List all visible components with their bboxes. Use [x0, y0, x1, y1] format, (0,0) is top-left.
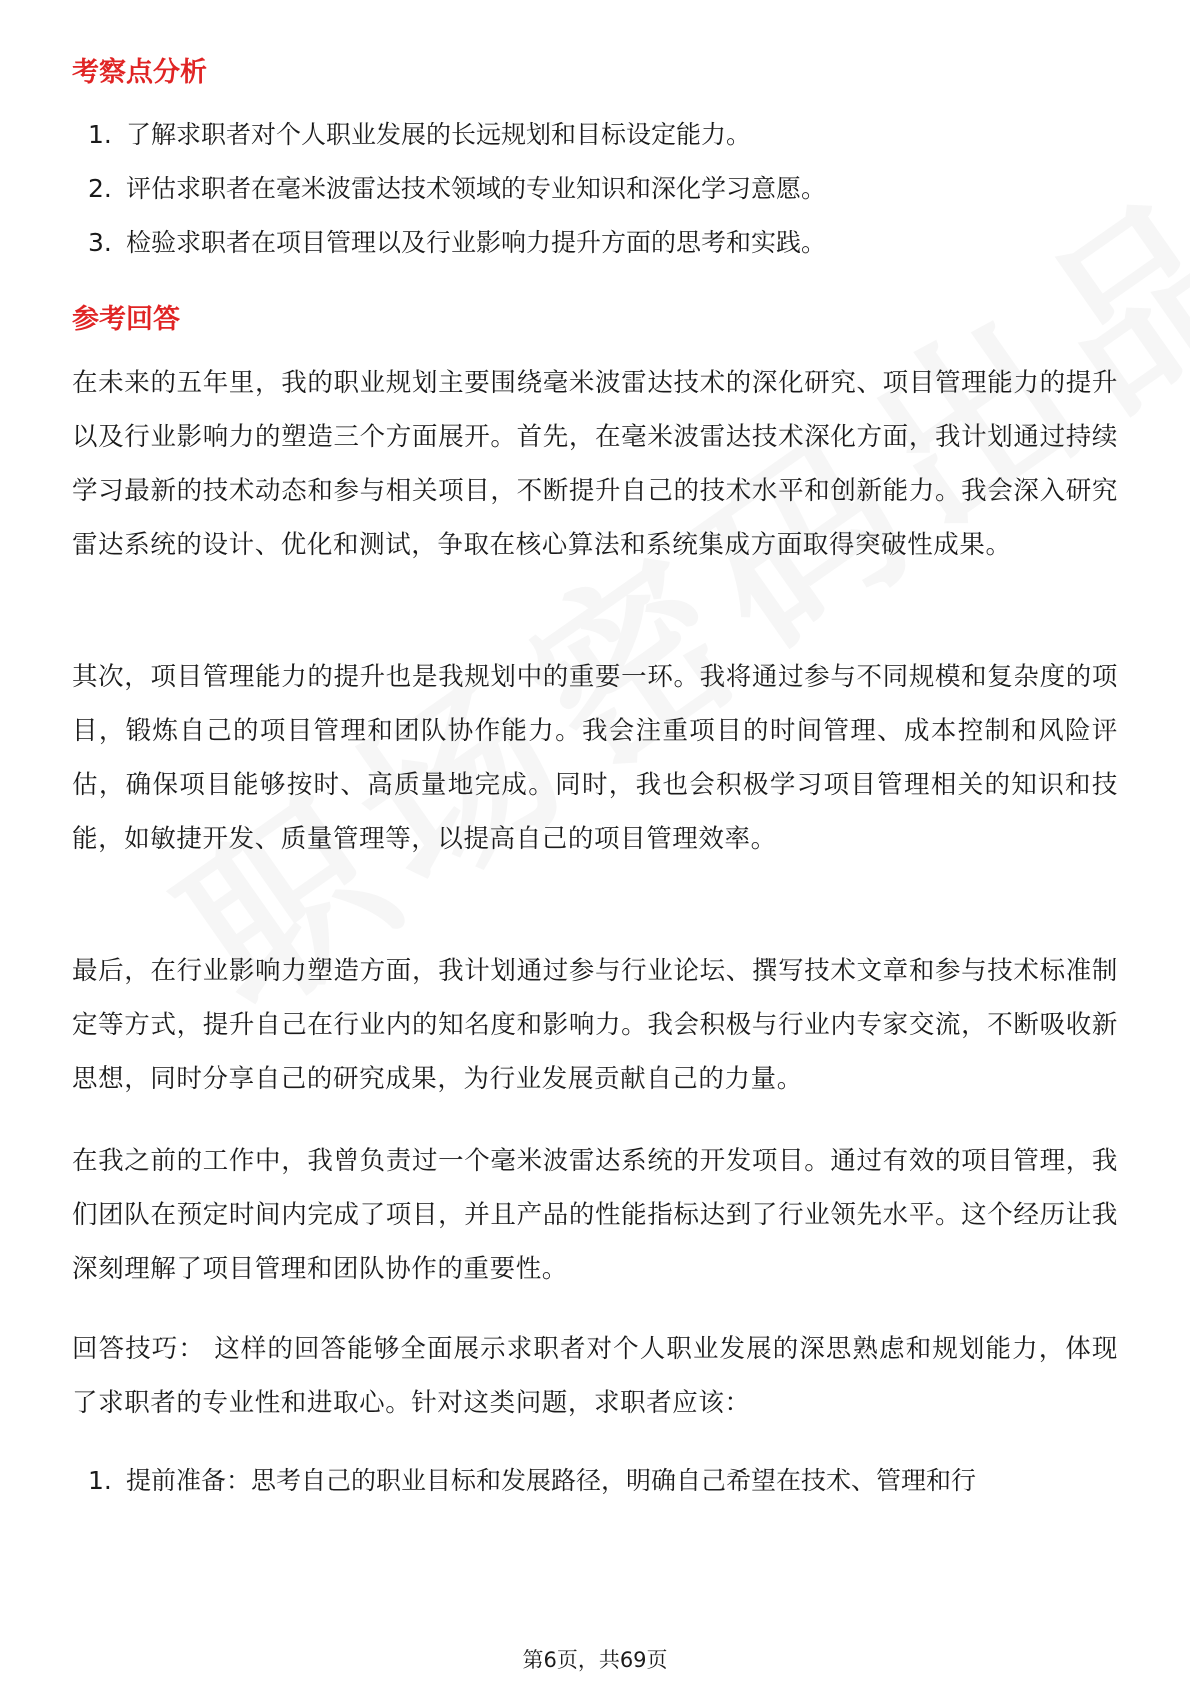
list-item-text: 评估求职者在毫米波雷达技术领域的专业知识和深化学习意愿。: [126, 174, 827, 203]
list-item-number: 3.: [88, 228, 112, 257]
list-item-number: 2.: [88, 174, 112, 203]
list-item: [88, 1466, 976, 1496]
list-item-number: 1.: [88, 120, 112, 149]
paragraph: 最后，在行业影响力塑造方面，我计划通过参与行业论坛、撰写技术文章和参与技术标准制定等方式，提升自己在行业内的知名度和影响力。我会积极与行业内专家交流，不断吸收新思想，同时分享自己的研究成果，为行业发展贡献自己的力量。: [72, 956, 1118, 1094]
list-item-text: 了解求职者对个人职业发展的长远规划和目标设定能力。: [126, 120, 752, 149]
list-item-number: 1.: [88, 1466, 112, 1495]
section-heading-analysis: 考察点分析: [72, 57, 207, 88]
section-heading-answer: 参考回答: [72, 304, 180, 335]
paragraph: 其次，项目管理能力的提升也是我规划中的重要一环。我将通过参与不同规模和复杂度的项目，锻炼自己的项目管理和团队协作能力。我会注重项目的时间管理、成本控制和风险评估，确保项目能够按时、高质量地完成。同时，我也会积极学习项目管理相关的知识和技能，如敏捷开发、质量管理等，以提高自己的项目管理效率。: [72, 662, 1118, 854]
list-item: [88, 120, 751, 150]
list-item: [88, 174, 826, 204]
page-number-footer: 第6页，共69页: [522, 1648, 668, 1672]
list-item: [88, 228, 826, 258]
paragraph: 在未来的五年里，我的职业规划主要围绕毫米波雷达技术的深化研究、项目管理能力的提升以及行业影响力的塑造三个方面展开。首先，在毫米波雷达技术深化方面，我计划通过持续学习最新的技术动态和参与相关项目，不断提升自己的技术水平和创新能力。我会深入研究雷达系统的设计、优化和测试，争取在核心算法和系统集成方面取得突破性成果。: [72, 368, 1118, 560]
paragraph: 在我之前的工作中，我曾负责过一个毫米波雷达系统的开发项目。通过有效的项目管理，我们团队在预定时间内完成了项目，并且产品的性能指标达到了行业领先水平。这个经历让我深刻理解了项目管理和团队协作的重要性。: [72, 1146, 1118, 1284]
list-item-text: 提前准备：思考自己的职业目标和发展路径，明确自己希望在技术、管理和行: [126, 1466, 977, 1495]
paragraph-answer-tips: 回答技巧： 这样的回答能够全面展示求职者对个人职业发展的深思熟虑和规划能力，体现了求职者的专业性和进取心。针对这类问题，求职者应该：: [72, 1334, 1118, 1418]
list-item-text: 检验求职者在项目管理以及行业影响力提升方面的思考和实践。: [126, 228, 827, 257]
